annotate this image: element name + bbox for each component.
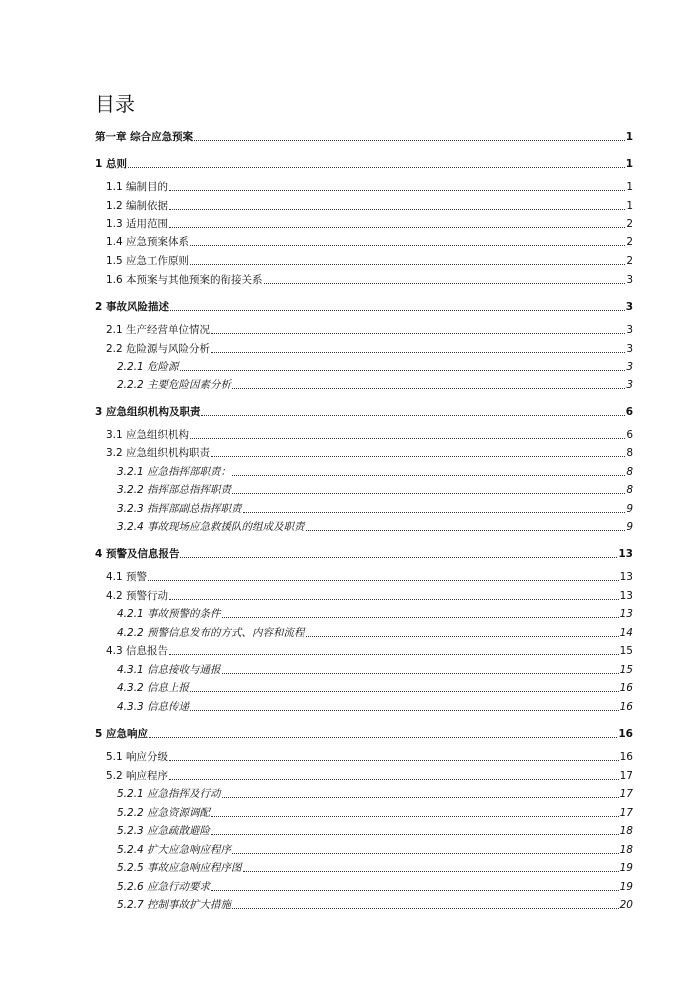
dot-leader	[243, 512, 626, 513]
toc-entry-page-number: 13	[618, 548, 633, 560]
dot-leader	[169, 227, 625, 228]
toc-entry[interactable]	[117, 843, 633, 857]
toc-entry-page-number: 15	[619, 664, 633, 676]
toc-entry-label: 1.2 编制依据	[106, 200, 169, 212]
toc-entry-page-number: 2	[626, 218, 633, 230]
toc-entry[interactable]	[117, 520, 633, 534]
toc-entry[interactable]	[117, 898, 633, 912]
toc-entry-page-number: 6	[625, 406, 633, 418]
toc-entry-label: 5.2.6 应急行动要求	[117, 881, 211, 893]
toc-entry-page-number: 16	[619, 701, 633, 713]
toc-entry-page-number: 8	[626, 484, 633, 496]
toc-entry-page-number: 9	[626, 503, 633, 515]
toc-entry-label: 2.1 生产经营单位情况	[106, 324, 211, 336]
toc-entry-label: 2.2 危险源与风险分析	[106, 343, 211, 355]
toc-entry-page-number: 13	[619, 571, 633, 583]
toc-entry-page-number: 19	[619, 862, 633, 874]
toc-entry-label: 4.3.2 信息上报	[117, 682, 190, 694]
toc-entry-page-number: 3	[626, 274, 633, 286]
toc-entry-label: 3.2.4 事故现场应急救援队的组成及职责	[117, 521, 305, 533]
toc-entry-label: 5.2.3 应急疏散避险	[117, 825, 211, 837]
dot-leader	[306, 530, 626, 531]
toc-entry-label: 5.2.5 事故应急响应程序图	[117, 862, 242, 874]
dot-leader	[306, 636, 619, 637]
toc-entry-page-number: 3	[626, 379, 633, 391]
toc-entry-page-number: 14	[619, 627, 633, 639]
dot-leader	[222, 673, 619, 674]
dot-leader	[169, 209, 625, 210]
dot-leader	[169, 654, 619, 655]
toc-entry-page-number: 1	[626, 200, 633, 212]
toc-entry-page-number: 16	[618, 728, 633, 740]
dot-leader	[232, 493, 625, 494]
toc-entry-label: 1.5 应急工作原则	[106, 255, 190, 267]
dot-leader	[169, 599, 619, 600]
toc-entry[interactable]	[95, 405, 633, 419]
toc-entry[interactable]	[106, 750, 633, 764]
dot-leader	[201, 415, 624, 416]
toc-entry[interactable]	[117, 607, 633, 621]
dot-leader	[128, 167, 625, 168]
toc-entry[interactable]	[117, 378, 633, 392]
toc-entry[interactable]	[95, 300, 633, 314]
dot-leader	[148, 580, 619, 581]
toc-entry-label: 5.2.7 控制事故扩大措施	[117, 899, 232, 911]
toc-entry[interactable]	[117, 824, 633, 838]
toc-entry-page-number: 8	[626, 447, 633, 459]
dot-leader	[190, 245, 625, 246]
toc-entry-page-number: 8	[626, 466, 633, 478]
dot-leader	[211, 834, 619, 835]
toc-entry-label: 4.1 预警	[106, 571, 148, 583]
toc-entry-label: 3.2.1 应急指挥部职责：	[117, 466, 232, 478]
toc-entry-page-number: 6	[626, 429, 633, 441]
toc-entry-page-number: 2	[626, 255, 633, 267]
toc-entry[interactable]	[117, 483, 633, 497]
toc-entry[interactable]	[117, 663, 633, 677]
toc-entry[interactable]	[95, 727, 633, 741]
toc-entry[interactable]	[95, 157, 633, 171]
toc-entry-page-number: 1	[626, 181, 633, 193]
toc-entry-page-number: 3	[626, 324, 633, 336]
toc-entry-label: 1.3 适用范围	[106, 218, 169, 230]
toc-entry-label: 4.2.2 预警信息发布的方式、内容和流程	[117, 627, 305, 639]
toc-entry-page-number: 13	[619, 590, 633, 602]
toc-entry-label: 1.6 本预案与其他预案的衔接关系	[106, 274, 263, 286]
toc-entry[interactable]	[106, 428, 633, 442]
toc-entry-label: 3.1 应急组织机构	[106, 429, 190, 441]
toc-entry-page-number: 3	[626, 343, 633, 355]
toc-entry-label: 5 应急响应	[95, 728, 148, 740]
toc-entry[interactable]	[106, 446, 633, 460]
toc-entry[interactable]	[95, 547, 633, 561]
dot-leader	[211, 352, 625, 353]
dot-leader	[180, 557, 617, 558]
toc-entry[interactable]	[106, 769, 633, 783]
toc-entry[interactable]	[117, 360, 633, 374]
toc-entry[interactable]	[106, 235, 633, 249]
toc-entry-page-number: 15	[619, 645, 633, 657]
toc-entry-page-number: 17	[619, 807, 633, 819]
toc-entry-label: 5.2 响应程序	[106, 770, 169, 782]
dot-leader	[180, 370, 626, 371]
toc-entry-label: 4.3.3 信息传递	[117, 701, 190, 713]
toc-entry-label: 1.1 编制目的	[106, 181, 169, 193]
toc-entry-page-number: 3	[625, 301, 633, 313]
toc-entry-page-number: 17	[619, 788, 633, 800]
toc-entry-label: 4.3.1 信息接收与通报	[117, 664, 221, 676]
toc-entry-page-number: 19	[619, 881, 633, 893]
dot-leader	[222, 797, 619, 798]
toc-entry-label: 第一章 综合应急预案	[95, 131, 194, 143]
dot-leader	[190, 264, 625, 265]
toc-entry[interactable]	[106, 570, 633, 584]
toc-entry-label: 1 总则	[95, 158, 127, 170]
toc-entry[interactable]	[106, 644, 633, 658]
toc-entry[interactable]	[117, 787, 633, 801]
toc-entry-label: 5.2.1 应急指挥及行动	[117, 788, 221, 800]
dot-leader	[211, 456, 625, 457]
dot-leader	[243, 871, 619, 872]
toc-entry-page-number: 18	[619, 825, 633, 837]
toc-entry-page-number: 16	[619, 682, 633, 694]
toc-entry-page-number: 13	[619, 608, 633, 620]
toc-entry[interactable]	[117, 681, 633, 695]
toc-entry-page-number: 3	[626, 361, 633, 373]
toc-entry-label: 4.2 预警行动	[106, 590, 169, 602]
toc-entry-page-number: 2	[626, 236, 633, 248]
toc-entry-page-number: 1	[625, 158, 633, 170]
toc-entry-label: 4.2.1 事故预警的条件	[117, 608, 221, 620]
dot-leader	[211, 333, 625, 334]
dot-leader	[222, 617, 619, 618]
toc-entry[interactable]	[117, 700, 633, 714]
dot-leader	[194, 140, 625, 141]
dot-leader	[232, 475, 625, 476]
toc-entry[interactable]	[117, 626, 633, 640]
dot-leader	[264, 283, 626, 284]
toc-entry-page-number: 1	[625, 131, 633, 143]
dot-leader	[232, 853, 619, 854]
dot-leader	[232, 908, 619, 909]
toc-entry[interactable]	[106, 323, 633, 337]
toc-entry-label: 4 预警及信息报告	[95, 548, 180, 560]
toc-entry-label: 2.2.2 主要危险因素分析	[117, 379, 232, 391]
toc-entry[interactable]	[95, 130, 633, 144]
toc-entry-page-number: 16	[619, 751, 633, 763]
toc-entry-label: 3.2.3 指挥部副总指挥职责	[117, 503, 242, 515]
toc-entry[interactable]	[106, 589, 633, 603]
dot-leader	[169, 779, 619, 780]
dot-leader	[170, 310, 625, 311]
toc-entry[interactable]	[106, 254, 633, 268]
toc-entry-page-number: 18	[619, 844, 633, 856]
dot-leader	[190, 710, 619, 711]
toc-entry[interactable]	[117, 880, 633, 894]
dot-leader	[211, 816, 619, 817]
dot-leader	[169, 760, 619, 761]
dot-leader	[190, 691, 619, 692]
toc-entry-label: 2 事故风险描述	[95, 301, 169, 313]
toc-entry-label: 2.2.1 危险源	[117, 361, 179, 373]
dot-leader	[169, 190, 625, 191]
toc-entry-label: 1.4 应急预案体系	[106, 236, 190, 248]
toc-entry[interactable]	[106, 217, 633, 231]
toc-entry[interactable]	[117, 465, 633, 479]
dot-leader	[149, 737, 617, 738]
dot-leader	[232, 388, 625, 389]
toc-entry[interactable]	[106, 180, 633, 194]
toc-entry-label: 5.1 响应分级	[106, 751, 169, 763]
toc-entry[interactable]	[106, 273, 633, 287]
dot-leader	[211, 890, 619, 891]
toc-title: 目录	[95, 92, 135, 116]
toc-entry-label: 3.2.2 指挥部总指挥职责	[117, 484, 232, 496]
dot-leader	[190, 438, 625, 439]
toc-entry[interactable]	[117, 806, 633, 820]
toc-entry-page-number: 20	[619, 899, 633, 911]
toc-entry[interactable]	[117, 861, 633, 875]
toc-entry-label: 5.2.2 应急资源调配	[117, 807, 211, 819]
toc-entry-label: 5.2.4 扩大应急响应程序	[117, 844, 232, 856]
toc-entry-page-number: 9	[626, 521, 633, 533]
toc-entry[interactable]	[106, 342, 633, 356]
toc-entry-label: 3 应急组织机构及职责	[95, 406, 201, 418]
toc-entry-label: 3.2 应急组织机构职责	[106, 447, 211, 459]
toc-entry-label: 4.3 信息报告	[106, 645, 169, 657]
toc-entry[interactable]	[106, 199, 633, 213]
toc-entry[interactable]	[117, 502, 633, 516]
toc-entry-page-number: 17	[619, 770, 633, 782]
